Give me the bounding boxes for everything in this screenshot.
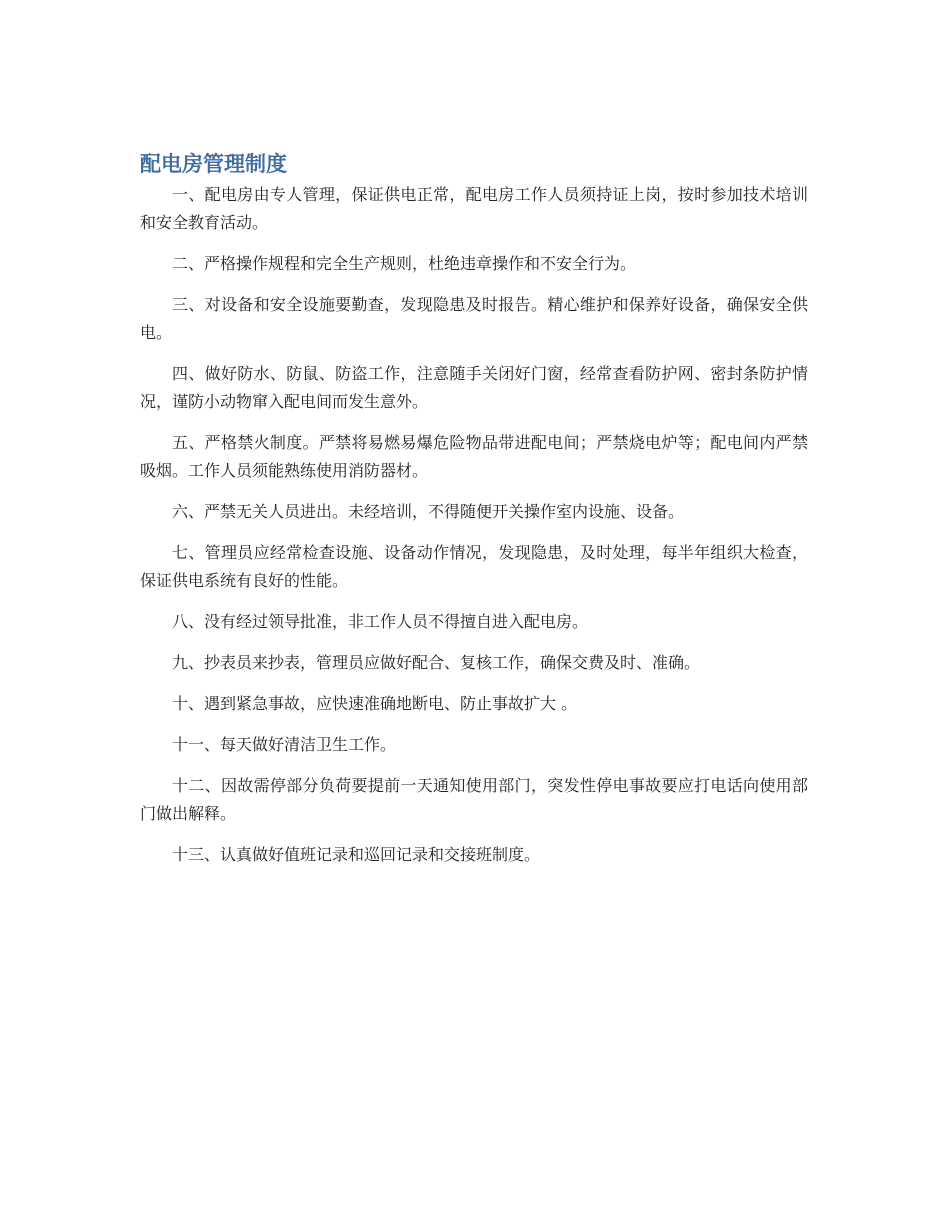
clause-paragraph: 六、严禁无关人员进出。未经培训，不得随便开关操作室内设施、设备。 <box>172 502 685 521</box>
clause-paragraph: 十二、因故需停部分负荷要提前一天通知使用部门，突发性停电事故要应打电话向使用部门做出解释。 <box>140 776 808 823</box>
clause-paragraph: 五、严格禁火制度。严禁将易燃易爆危险物品带进配电间；严禁烧电炉等；配电间内严禁吸烟。工作人员须能熟练使用消防器材。 <box>140 433 808 480</box>
clause-paragraph: 八、没有经过领导批准，非工作人员不得擅自进入配电房。 <box>172 612 589 631</box>
clause-paragraph: 十、遇到紧急事故，应快速准确地断电、防止事故扩大 。 <box>172 694 578 713</box>
clause-paragraph: 十一、每天做好清洁卫生工作。 <box>172 735 397 754</box>
clause-paragraph: 四、做好防水、防鼠、防盗工作，注意随手关闭好门窗，经常查看防护网、密封条防护情况，谨防小动物窜入配电间而发生意外。 <box>140 364 808 411</box>
clause-list <box>140 181 808 882</box>
clause-paragraph: 三、对设备和安全设施要勤查，发现隐患及时报告。精心维护和保养好设备，确保安全供电。 <box>140 295 808 342</box>
clause-paragraph: 二、严格操作规程和完全生产规则，杜绝违章操作和不安全行为。 <box>172 254 637 273</box>
clause-paragraph: 七、管理员应经常检查设施、设备动作情况，发现隐患，及时处理，每半年组织大检查，保证供电系统有良好的性能。 <box>140 543 808 590</box>
clause-paragraph: 十三、认真做好值班记录和巡回记录和交接班制度。 <box>172 845 541 864</box>
clause-paragraph: 一、配电房由专人管理，保证供电正常，配电房工作人员须持证上岗，按时参加技术培训和安全教育活动。 <box>140 185 808 232</box>
clause-paragraph: 九、抄表员来抄表，管理员应做好配合、复核工作，确保交费及时、准确。 <box>172 653 701 672</box>
document-title: 配电房管理制度 <box>140 152 287 176</box>
